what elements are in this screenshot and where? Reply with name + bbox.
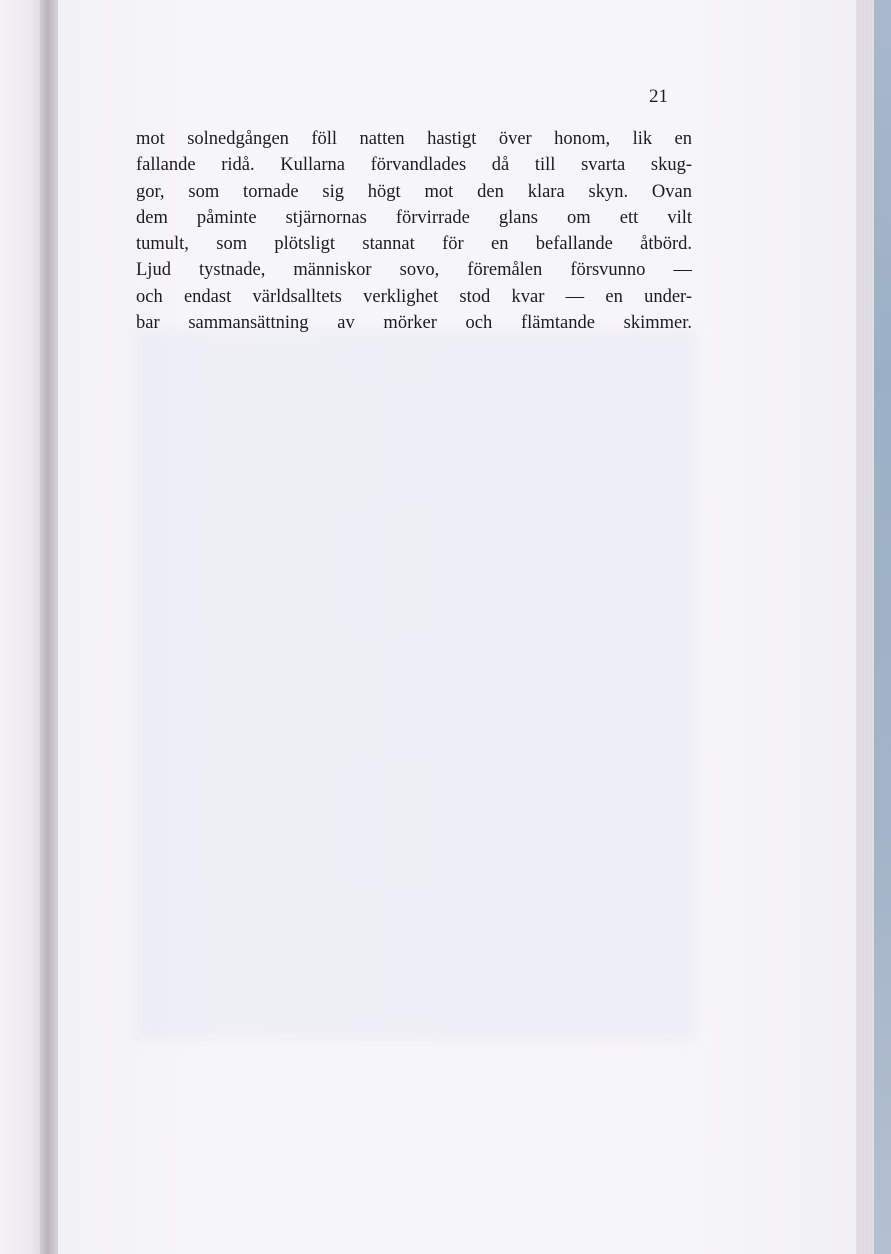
facing-page-edge [0, 0, 44, 1254]
book-gutter [40, 0, 58, 1254]
text-line: fallande ridå. Kullarna förvandlades då till svarta skug- [136, 155, 692, 176]
text-line: mot solnedgången föll natten hastigt över honom, lik en [136, 129, 692, 149]
page-stack-edge [856, 0, 874, 1254]
body-paragraph [136, 126, 692, 336]
page-number: 21 [649, 86, 668, 107]
text-line: och endast världsalltets verklighet stod kvar — en under- [136, 286, 692, 307]
book-cover-edge [874, 0, 891, 1254]
show-through-shadow [136, 330, 696, 1040]
text-line: gor, som tornade sig högt mot den klara skyn. Ovan [136, 181, 692, 202]
text-line: bar sammansättning av mörker och flämtande skimmer. [136, 313, 692, 334]
text-line: Ljud tystnade, människor sovo, föremålen försvunno — [136, 260, 692, 281]
text-line: tumult, som plötsligt stannat för en befallande åtbörd. [136, 234, 692, 255]
text-line: dem påminte stjärnornas förvirrade glans om ett vilt [136, 207, 692, 228]
